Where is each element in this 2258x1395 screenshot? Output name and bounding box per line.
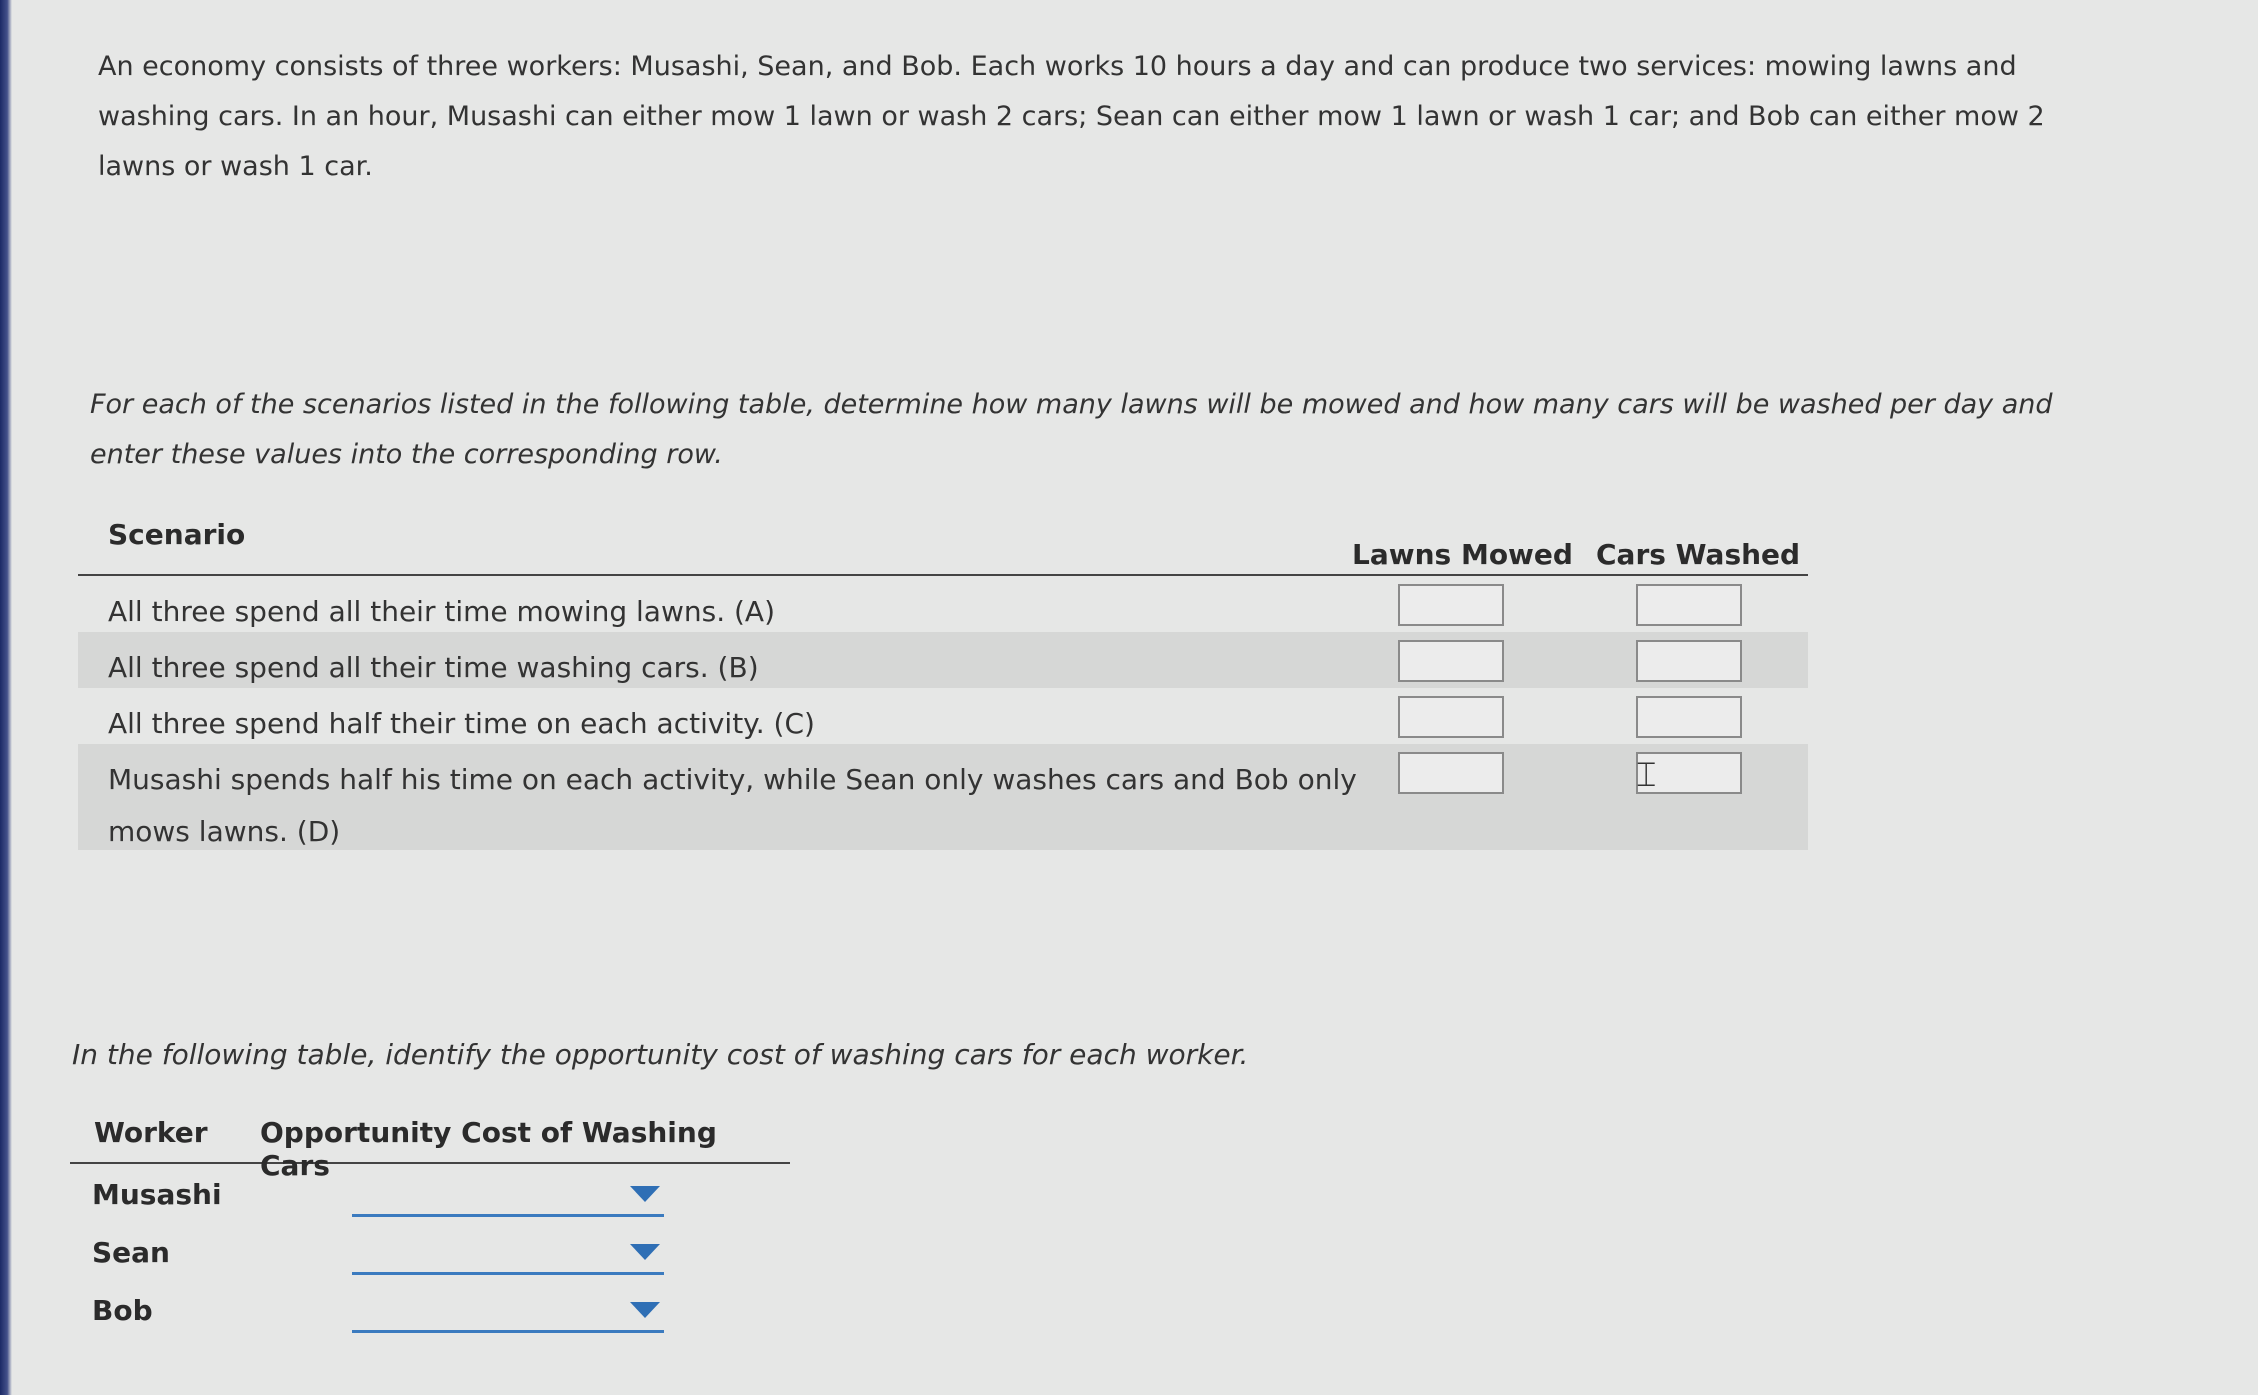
scenario-label: All three spend half their time on each activity. (C) bbox=[108, 707, 815, 740]
header-cars-washed: Cars Washed bbox=[1596, 538, 1801, 571]
header-worker: Worker bbox=[94, 1116, 208, 1149]
header-lawns-mowed: Lawns Mowed bbox=[1352, 538, 1573, 571]
worker-name: Bob bbox=[92, 1294, 153, 1327]
scenario-label: All three spend all their time mowing lawns. (A) bbox=[108, 595, 775, 628]
worker-name: Musashi bbox=[92, 1178, 222, 1211]
cars-washed-input-b[interactable] bbox=[1636, 640, 1742, 682]
opportunity-cost-dropdown-bob[interactable] bbox=[352, 1296, 664, 1333]
scenario-row-d bbox=[78, 744, 1808, 850]
cars-washed-input-a[interactable] bbox=[1636, 584, 1742, 626]
opportunity-row-bob bbox=[70, 1280, 790, 1338]
intro-paragraph: An economy consists of three workers: Musashi, Sean, and Bob. Each works 10 hours a day and can produce two services: mowing lawns and washing cars. In an hour, Musashi can either mow 1 lawn or wash 2 cars; Sean can either mow 1 lawn or wash 1 car; and Bob can either mow 2 lawns or wash 1 car. bbox=[98, 51, 2045, 182]
lawns-mowed-input-d[interactable] bbox=[1398, 752, 1504, 794]
scenario-label: Musashi spends half his time on each activity, while Sean only washes cars and Bob only mows lawns. (D) bbox=[108, 763, 1357, 848]
worker-name: Sean bbox=[92, 1236, 170, 1269]
lawns-mowed-input-c[interactable] bbox=[1398, 696, 1504, 738]
scenario-table-header bbox=[78, 510, 1808, 576]
cars-washed-input-c[interactable] bbox=[1636, 696, 1742, 738]
header-scenario: Scenario bbox=[108, 518, 246, 551]
scenario-label: All three spend all their time washing cars. (B) bbox=[108, 651, 759, 684]
lawns-mowed-input-b[interactable] bbox=[1398, 640, 1504, 682]
instructions-paragraph: For each of the scenarios listed in the following table, determine how many lawns will be mowed and how many cars will be washed per day and enter these values into the corresponding row. bbox=[90, 389, 2053, 470]
chevron-down-icon[interactable] bbox=[630, 1186, 660, 1202]
opportunity-row-musashi bbox=[70, 1164, 790, 1222]
opportunity-cost-prompt: In the following table, identify the opportunity cost of washing cars for each worker. bbox=[72, 1038, 1249, 1071]
opportunity-row-sean bbox=[70, 1222, 790, 1280]
left-edge-decoration bbox=[0, 0, 12, 1395]
chevron-down-icon[interactable] bbox=[630, 1302, 660, 1318]
opportunity-cost-table bbox=[70, 1110, 790, 1338]
scenario-row-a bbox=[78, 576, 1808, 632]
opportunity-cost-dropdown-sean[interactable] bbox=[352, 1238, 664, 1275]
opportunity-cost-dropdown-musashi[interactable] bbox=[352, 1180, 664, 1217]
chevron-down-icon[interactable] bbox=[630, 1244, 660, 1260]
scenario-row-b bbox=[78, 632, 1808, 688]
header-opportunity-cost: Opportunity Cost of Washing Cars bbox=[260, 1116, 717, 1182]
text-cursor-icon: ⌶ bbox=[1636, 755, 1657, 795]
scenario-table bbox=[78, 510, 1808, 850]
opportunity-table-header bbox=[70, 1110, 790, 1182]
scenario-row-c bbox=[78, 688, 1808, 744]
lawns-mowed-input-a[interactable] bbox=[1398, 584, 1504, 626]
